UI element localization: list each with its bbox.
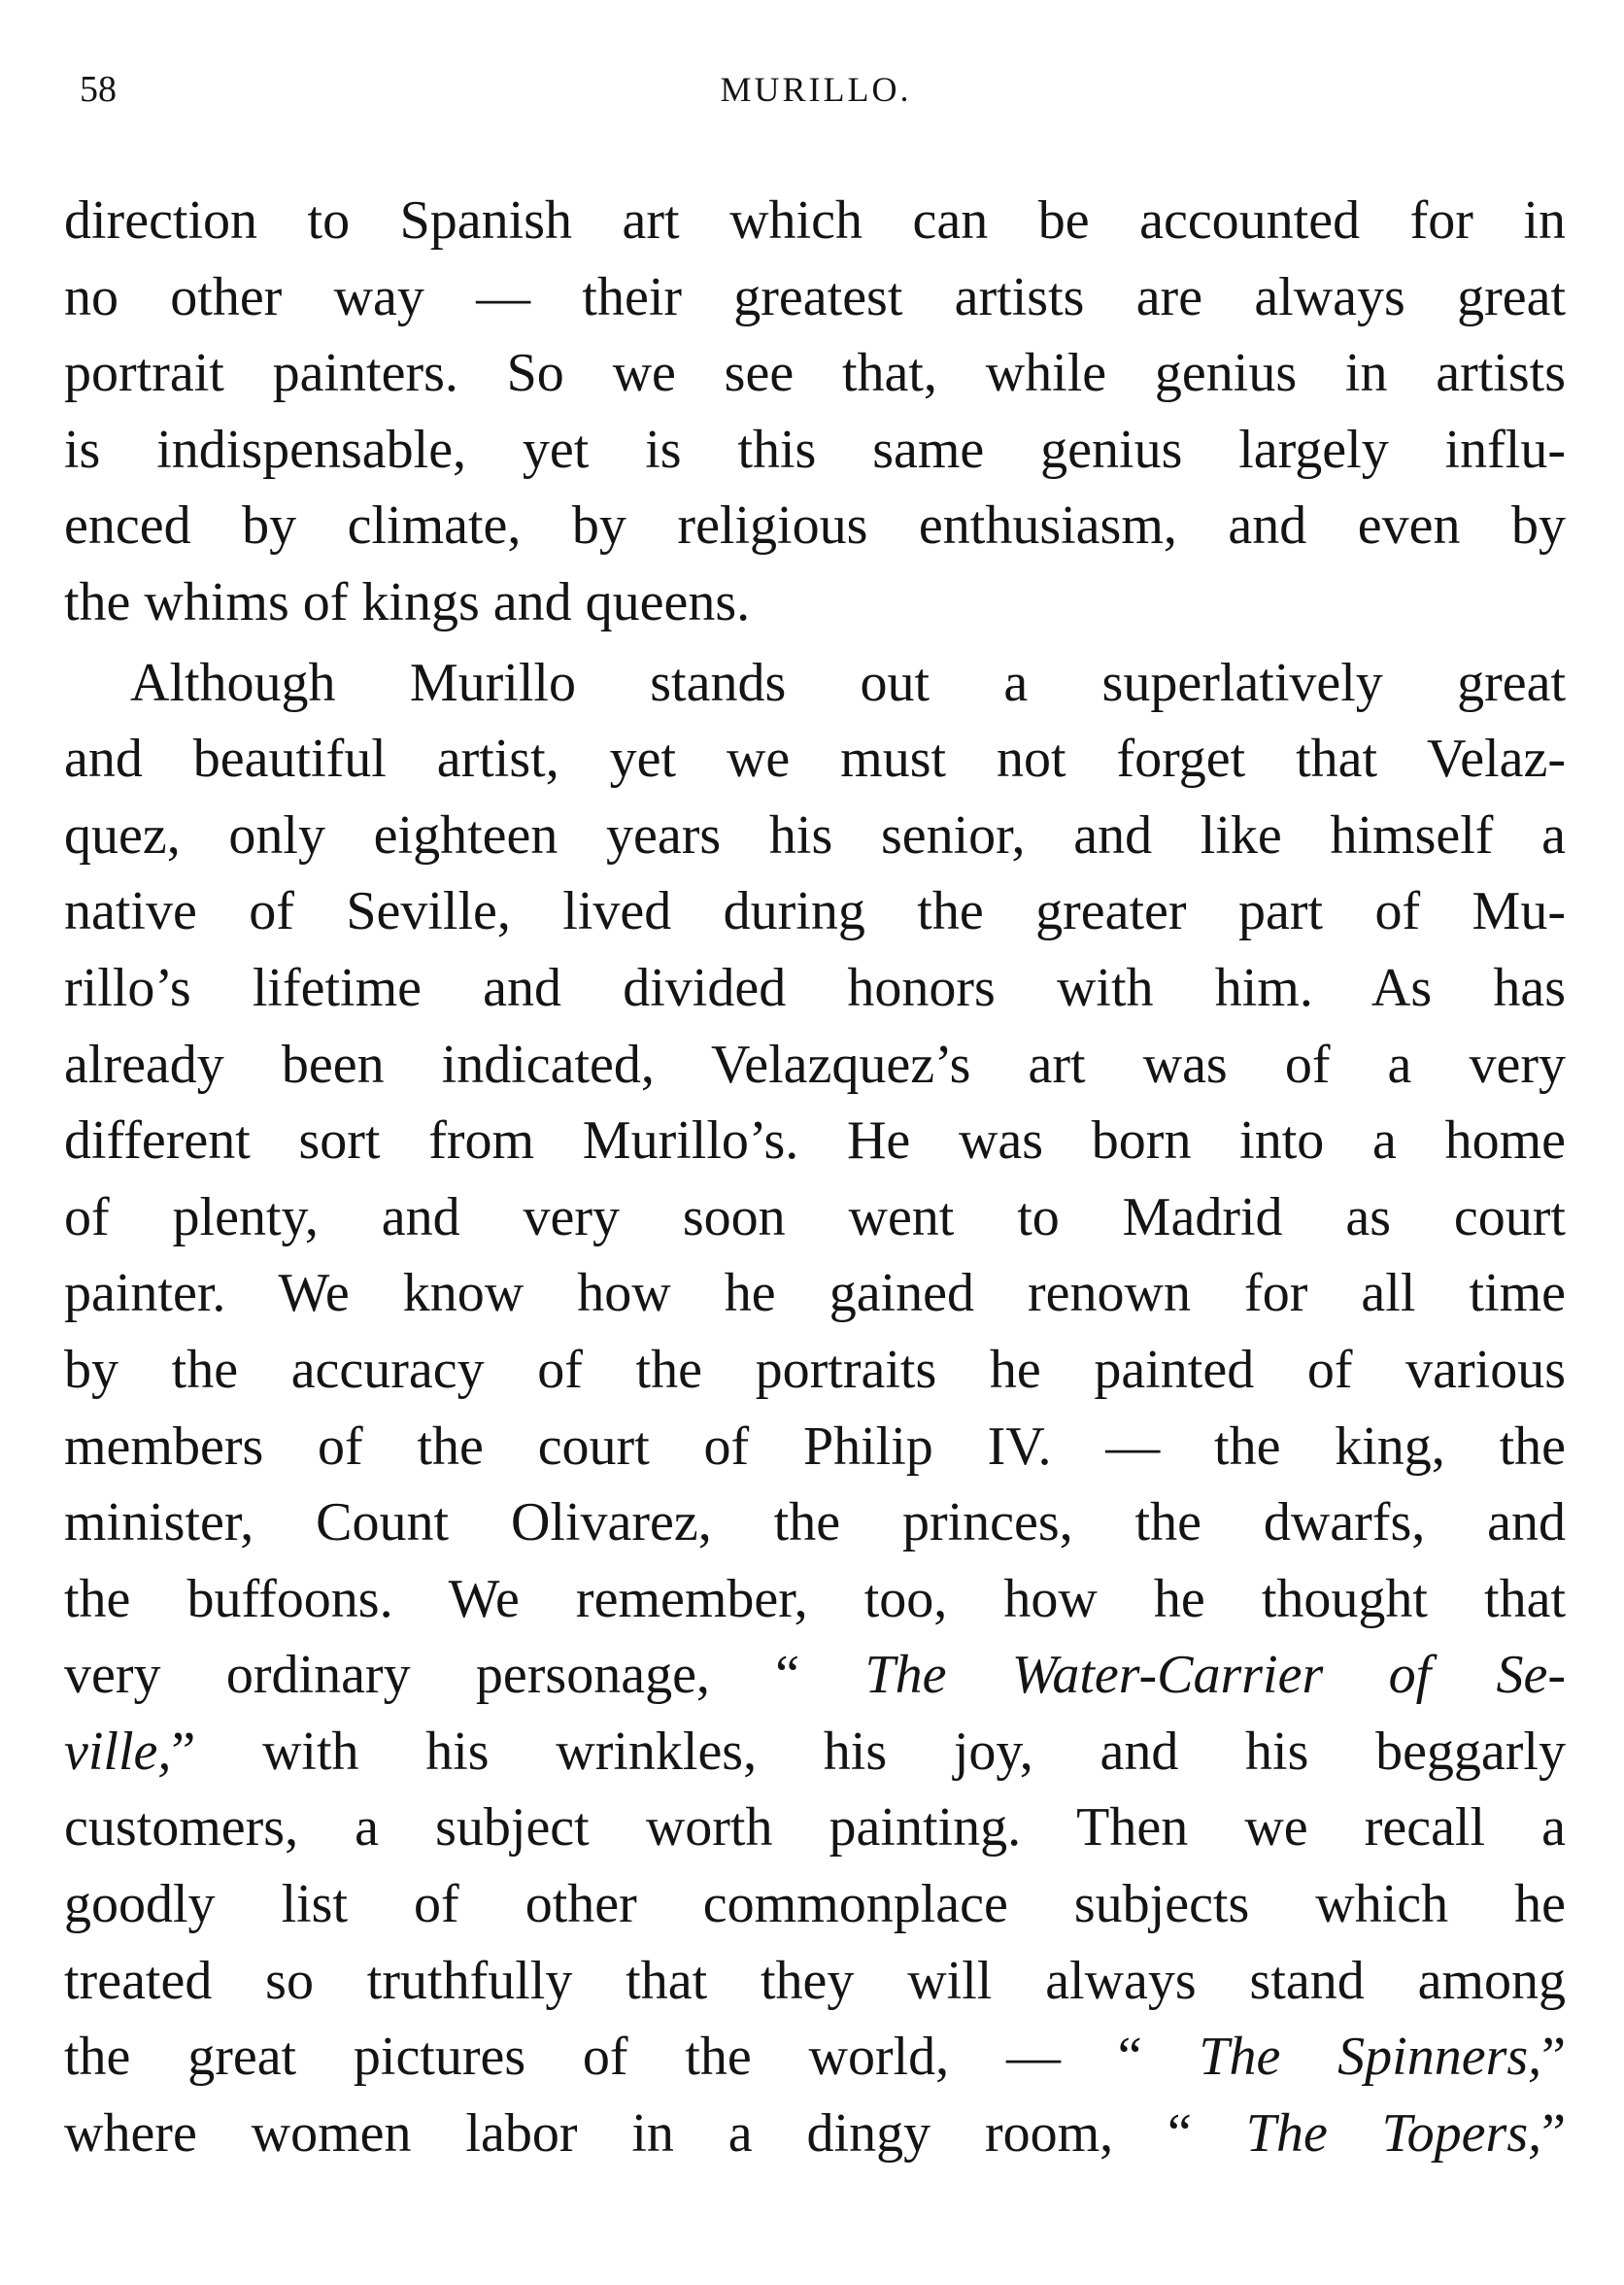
text-line bbox=[64, 721, 1566, 798]
text-run: and beautiful artist, yet we must not forget that Velaz- bbox=[64, 729, 1566, 790]
text-line bbox=[64, 873, 1566, 950]
text-run: Although Murillo stands out a superlatively great bbox=[130, 652, 1566, 713]
text-line bbox=[64, 1179, 1566, 1256]
text-run: quez, only eighteen years his senior, and like himself a bbox=[64, 804, 1566, 866]
body-text bbox=[64, 183, 1566, 2171]
text-run: the great pictures of the world, — “ bbox=[64, 2027, 1200, 2088]
text-line bbox=[64, 335, 1566, 412]
text-run: painter. We know how he gained renown for all time bbox=[64, 1263, 1566, 1324]
text-run: by the accuracy of the portraits he painted of various bbox=[64, 1339, 1566, 1400]
text-line bbox=[64, 645, 1566, 722]
text-line bbox=[64, 564, 1566, 641]
text-run: already been indicated, Velazquez’s art was of a very bbox=[64, 1034, 1566, 1095]
text-run: no other way — their greatest artists are always great bbox=[64, 266, 1566, 327]
text-line bbox=[64, 1637, 1566, 1714]
text-line bbox=[64, 183, 1566, 259]
paragraph bbox=[64, 183, 1566, 641]
running-title: MURILLO. bbox=[720, 70, 912, 109]
text-run: ” with his wrinkles, his joy, and his beggarly bbox=[171, 1721, 1566, 1782]
running-head bbox=[68, 60, 1564, 119]
text-line bbox=[64, 1943, 1566, 2020]
text-run: ” bbox=[1541, 2102, 1566, 2164]
text-line bbox=[64, 488, 1566, 564]
italic-title: The Water-Carrier of Se- bbox=[864, 1645, 1566, 1706]
text-line bbox=[64, 2096, 1566, 2172]
text-line bbox=[64, 1790, 1566, 1866]
text-run: goodly list of other commonplace subjects which he bbox=[64, 1874, 1566, 1935]
text-line bbox=[64, 1484, 1566, 1561]
text-line bbox=[64, 1027, 1566, 1104]
text-line bbox=[64, 2019, 1566, 2096]
text-run: the whims of kings and queens. bbox=[64, 571, 751, 632]
text-run: direction to Spanish art which can be accounted for in bbox=[64, 190, 1566, 251]
text-line bbox=[64, 1714, 1566, 1790]
text-run: very ordinary personage, “ bbox=[64, 1645, 865, 1706]
text-line bbox=[64, 1103, 1566, 1179]
text-run: members of the court of Philip IV. — the king, the bbox=[64, 1415, 1566, 1477]
text-run: ” bbox=[1541, 2027, 1566, 2088]
text-run: rillo’s lifetime and divided honors with him. As has bbox=[64, 957, 1566, 1018]
text-line bbox=[64, 412, 1566, 489]
text-line bbox=[64, 1332, 1566, 1409]
text-line bbox=[64, 259, 1566, 336]
text-run: enced by climate, by religious enthusiasm, and even by bbox=[64, 495, 1566, 557]
text-run: is indispensable, yet is this same genius largely influ- bbox=[64, 419, 1566, 480]
text-line bbox=[64, 1866, 1566, 1943]
page-number: 58 bbox=[80, 69, 117, 110]
text-line bbox=[64, 798, 1566, 874]
italic-title: ville, bbox=[64, 1721, 172, 1782]
text-run: the buffoons. We remember, too, how he thought that bbox=[64, 1568, 1566, 1629]
text-run: minister, Count Olivarez, the princes, the dwarfs, and bbox=[64, 1492, 1566, 1553]
italic-title: The Spinners, bbox=[1199, 2027, 1542, 2088]
text-run: native of Seville, lived during the greater part of Mu- bbox=[64, 881, 1566, 942]
text-line bbox=[64, 1255, 1566, 1332]
text-line bbox=[64, 1561, 1566, 1638]
text-run: treated so truthfully that they will always stand among bbox=[64, 1950, 1566, 2011]
text-run: where women labor in a dingy room, “ bbox=[64, 2102, 1246, 2164]
text-line bbox=[64, 1409, 1566, 1485]
text-run: portrait painters. So we see that, while genius in artists bbox=[64, 343, 1566, 404]
text-run: of plenty, and very soon went to Madrid as court bbox=[64, 1186, 1566, 1247]
italic-title: The Topers, bbox=[1245, 2102, 1542, 2164]
text-run: customers, a subject worth painting. Then we recall a bbox=[64, 1797, 1566, 1859]
text-run: different sort from Murillo’s. He was born into a home bbox=[64, 1110, 1566, 1172]
text-line bbox=[64, 950, 1566, 1027]
paragraph bbox=[64, 645, 1566, 2172]
